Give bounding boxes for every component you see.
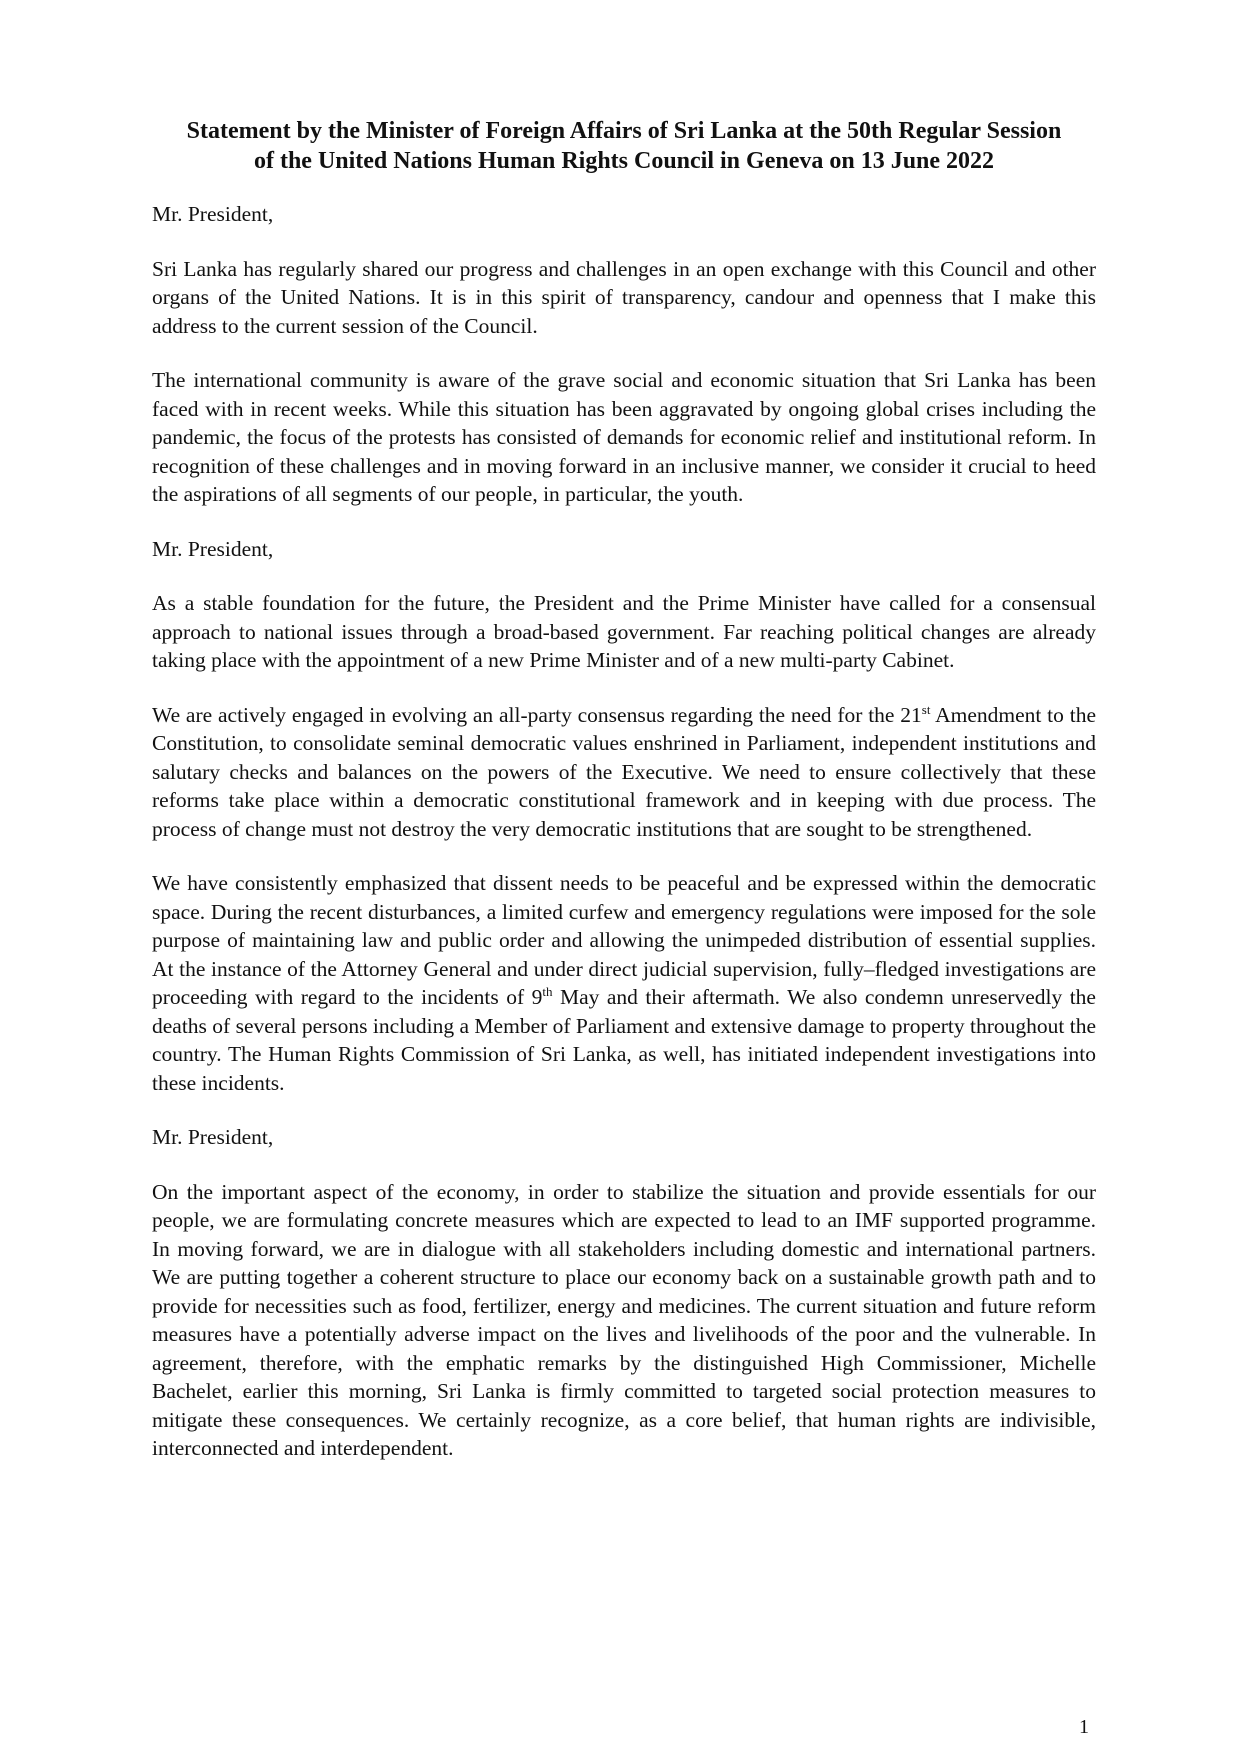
ordinal-suffix-21st: st	[921, 701, 931, 717]
paragraph-5	[152, 869, 1096, 1097]
document-body	[152, 116, 1096, 1489]
paragraph-4	[152, 701, 1096, 844]
page-number: 1	[1079, 1716, 1089, 1738]
paragraph-6: On the important aspect of the economy, in order to stabilize the situation and provide essentials for our people, we are formulating concrete measures which are expected to lead to an IMF supported programme. In moving forward, we are in dialogue with all stakeholders including domestic and international partners. We are putting together a coherent structure to place our economy back on a sustainable growth path and to provide for necessities such as food, fertilizer, energy and medicines. The current situation and future reform measures have a potentially adverse impact on the lives and livelihoods of the poor and the vulnerable. In agreement, therefore, with the emphatic remarks by the distinguished High Commissioner, Michelle Bachelet, earlier this morning, Sri Lanka is firmly committed to targeted social protection measures to mitigate these consequences. We certainly recognize, as a core belief, that human rights are indivisible, interconnected and interdependent.	[152, 1179, 1096, 1460]
paragraph-3: As a stable foundation for the future, the President and the Prime Minister have called for a consensual approach to national issues through a broad-based government. Far reaching political changes are already taking place with the appointment of a new Prime Minister and of a new multi-party Cabinet.	[152, 591, 1096, 672]
paragraph-5-text-b: May and their aftermath. We also condemn unreservedly the deaths of several persons including a Member of Parliament and extensive damage to property throughout the country. The Human Rights Commission of Sri Lanka, as well, has initiated independent investigations into these incidents.	[152, 985, 1096, 1095]
paragraph-2: The international community is aware of the grave social and economic situation that Sri Lanka has been faced with in recent weeks. While this situation has been aggravated by ongoing global crises including the pandemic, the focus of the protests has consisted of demands for economic relief and institutional reform. In recognition of these challenges and in moving forward in an inclusive manner, we consider it crucial to heed the aspirations of all segments of our people, in particular, the youth.	[152, 368, 1096, 506]
document-title: Statement by the Minister of Foreign Affairs of Sri Lanka at the 50th Regular Session of the United Nations Human Rights Council in Geneva on 13 June 2022	[186, 118, 1062, 174]
salutation-1: Mr. President,	[152, 202, 274, 226]
ordinal-suffix-9th: th	[542, 983, 553, 999]
paragraph-5-text-a: We have consistently emphasized that dissent needs to be peaceful and be expressed within the democratic space. During the recent disturbances, a limited curfew and emergency regulations were imposed for the sole purpose of maintaining law and public order and allowing the unimpeded distribution of essential supplies. At the instance of the Attorney General and under direct judicial supervision, fully–fledged investigations are proceeding with regard to the incidents of 9	[152, 871, 1096, 1009]
salutation-2: Mr. President,	[152, 536, 274, 561]
paragraph-1: Sri Lanka has regularly shared our progress and challenges in an open exchange with this Council and other organs of the United Nations. It is in this spirit of transparency, candour and openness that I make this address to the current session of the Council.	[152, 256, 1096, 338]
paragraph-4-text-b: Amendment to the Constitution, to consolidate seminal democratic values enshrined in Parliament, independent institutions and salutary checks and balances on the powers of the Executive. We need to ensure collectively that these reforms take place within a democratic constitutional framework and in keeping with due process. The process of change must not destroy the very democratic institutions that are sought to be strengthened.	[152, 702, 1096, 841]
paragraph-4-text-a: We are actively engaged in evolving an all-party consensus regarding the need for the 21	[152, 702, 922, 727]
salutation-3: Mr. President,	[152, 1125, 274, 1149]
